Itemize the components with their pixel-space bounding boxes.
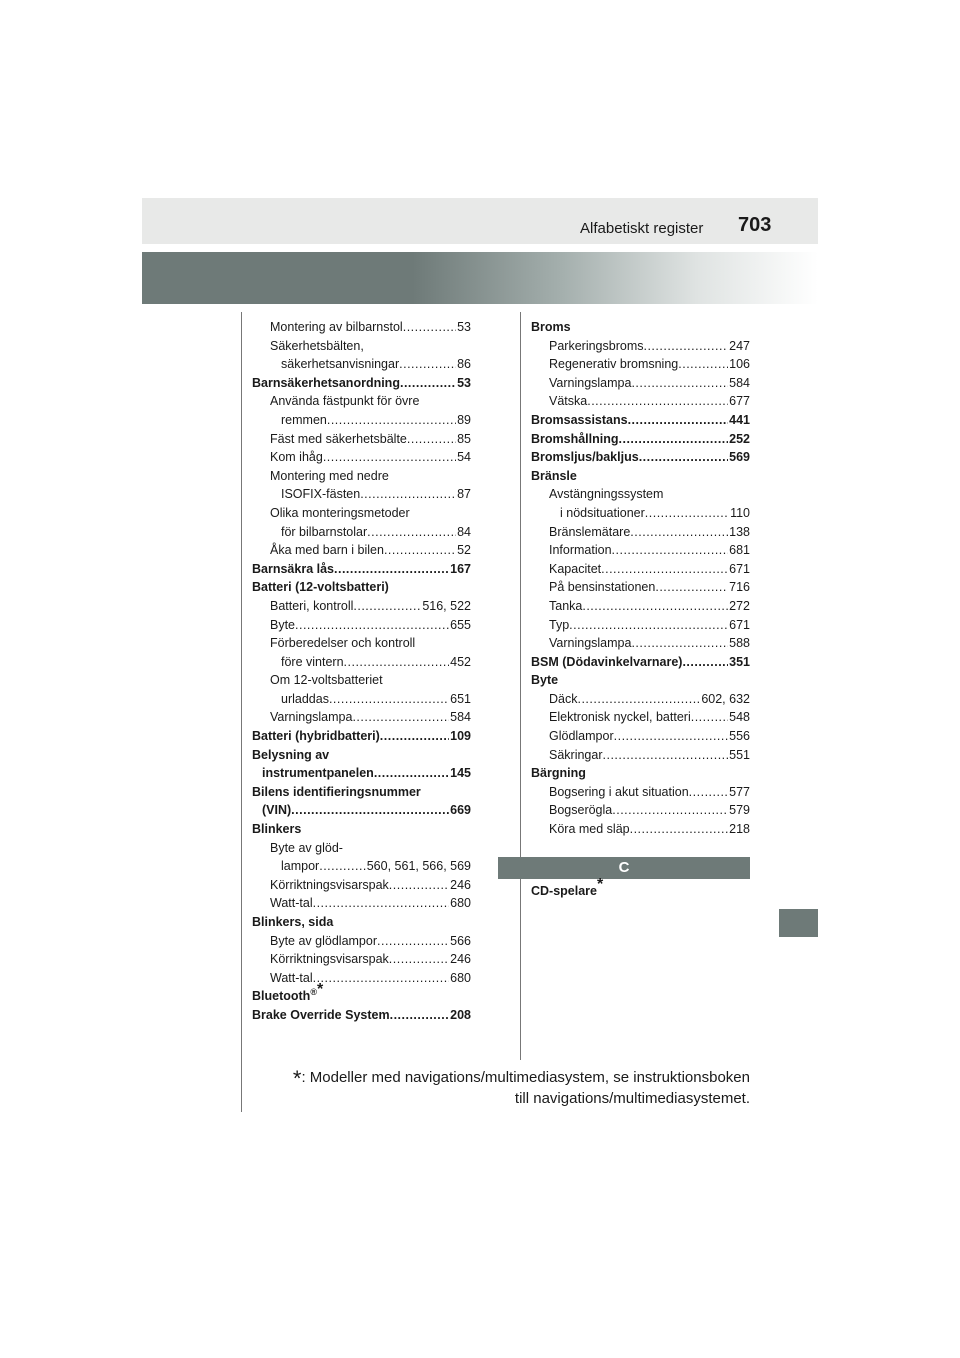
index-column-left [252, 318, 471, 1025]
index-entry-term: Regenerativ bromsning [549, 357, 679, 372]
index-entry-term: (VIN) [262, 803, 292, 818]
leader-dots [587, 392, 728, 411]
page-title: Alfabetiskt register [580, 220, 704, 237]
index-entry-page: 548 [729, 710, 750, 725]
index-entry-term: Batteri, kontroll [270, 598, 354, 613]
leader-dots [313, 969, 450, 988]
leader-dots [603, 746, 729, 765]
index-entry-term: för bilbarnstolar [281, 524, 368, 539]
index-entry-page: 716 [729, 580, 750, 595]
index-entry-term: Tanka [549, 598, 583, 613]
index-entry-term: Åka med barn i bilen [270, 543, 384, 558]
leader-dots [384, 541, 456, 560]
index-entry-page: 246 [450, 952, 471, 967]
index-entry-page: 441 [729, 412, 750, 427]
leader-dots [374, 764, 449, 783]
leader-dots [367, 523, 456, 542]
index-entry-page: 560, 561, 566, 569 [366, 859, 471, 874]
index-entry-term: säkerhetsanvisningar [281, 357, 400, 372]
index-entry [252, 653, 471, 672]
index-entry-term: Typ [549, 617, 570, 632]
index-entry [252, 560, 471, 579]
index-entry [252, 578, 471, 597]
leader-dots [360, 485, 456, 504]
index-entry [252, 597, 471, 616]
index-entry-term: Vätska [549, 394, 588, 409]
index-entry-term: Elektronisk nyckel, batteri [549, 710, 691, 725]
index-entry [252, 969, 471, 988]
index-entry [252, 616, 471, 635]
index-entry-term: Kom ihåg [270, 450, 323, 465]
index-entry-page: 680 [450, 970, 471, 985]
index-entry [252, 448, 471, 467]
index-entry-page: 110 [730, 505, 750, 520]
leader-dots [377, 932, 449, 951]
index-entry-term: Bilens identifieringsnummer [252, 784, 421, 799]
index-entry-page: 655 [450, 617, 471, 632]
left-column-rule [241, 312, 242, 1112]
index-section-c [531, 875, 750, 901]
footnote-asterisk: * [316, 981, 324, 999]
index-entry-page: 556 [729, 729, 750, 744]
index-entry [252, 430, 471, 449]
index-entry-page: 680 [450, 896, 471, 911]
index-entry-page: 167 [450, 561, 471, 576]
index-entry-term: Avstängningssystem [549, 487, 664, 502]
index-entry-page: 87 [457, 487, 471, 502]
index-entry-term: Byte [270, 617, 296, 632]
index-entry-term: Bärgning [531, 766, 586, 781]
index-entry [252, 467, 471, 486]
index-entry-page: 53 [457, 320, 471, 334]
index-entry-page: 584 [450, 710, 471, 725]
page-number: 703 [738, 214, 772, 236]
leader-dots [631, 374, 728, 393]
index-entry-term: Montering med nedre [270, 468, 389, 483]
index-entry-term: Kapacitet [549, 561, 602, 576]
leader-dots [344, 653, 450, 672]
leader-dots [614, 727, 729, 746]
leader-dots [682, 653, 728, 672]
index-entry-page: 208 [450, 1007, 471, 1022]
index-entry-term: Bromshållning [531, 431, 619, 446]
index-entry-page: 584 [729, 375, 750, 390]
index-entry-page: 52 [457, 543, 471, 558]
index-entry [531, 578, 750, 597]
footnote [280, 1064, 750, 1109]
index-entry-term: CD-spelare [531, 884, 597, 898]
index-entry-page: 89 [457, 412, 471, 427]
footnote-line-1: *: Modeller med navigations/multimediasystem, se instruktionsboken [292, 1066, 750, 1091]
index-entry [252, 411, 471, 430]
index-entry-term: Varningslampa [270, 710, 353, 725]
index-entry-term: Watt-tal [270, 970, 313, 985]
index-entry-term: Bromsljus/bakljus [531, 450, 639, 465]
header-band [142, 198, 818, 244]
leader-dots [630, 820, 729, 839]
index-entry [531, 560, 750, 579]
footnote-asterisk: * [597, 875, 604, 893]
index-entry-term: Bränslemätare [549, 524, 631, 539]
index-entry-page: 138 [729, 524, 750, 539]
leader-dots [291, 801, 449, 820]
index-entry-page: 54 [457, 450, 471, 465]
index-entry [252, 392, 471, 411]
index-entry [252, 634, 471, 653]
index-entry-term: Körriktningsvisarspak [270, 877, 389, 892]
index-entry-term: Bogserögla [549, 803, 613, 818]
leader-dots [645, 504, 729, 523]
index-entry-page: 681 [729, 543, 750, 558]
index-entry-term: Barnsäkerhetsanordning [252, 375, 400, 390]
index-entry-term: Säkerhetsbälten, [270, 338, 364, 353]
index-entry [252, 913, 471, 932]
leader-dots [353, 597, 421, 616]
leader-dots [691, 708, 728, 727]
index-entry [531, 820, 750, 839]
section-tab-marker [779, 909, 818, 937]
index-entry-term: instrumentpanelen [262, 766, 374, 781]
index-entry-page: 516, 522 [422, 598, 471, 613]
leader-dots [630, 523, 728, 542]
index-entry [531, 727, 750, 746]
index-entry [531, 430, 750, 449]
leader-dots [628, 411, 729, 430]
index-entry-page: 351 [729, 654, 750, 669]
leader-dots [389, 876, 449, 895]
index-entry [531, 764, 750, 783]
index-entry [252, 932, 471, 951]
index-entry [531, 467, 750, 486]
index-entry [531, 504, 750, 523]
index-entry [531, 448, 750, 467]
leader-dots [582, 597, 728, 616]
index-entry [252, 839, 471, 858]
index-entry [252, 727, 471, 746]
index-entry-term: Olika monteringsmetoder [270, 505, 410, 520]
index-entry-term: Däck [549, 691, 578, 706]
leader-dots [631, 634, 728, 653]
index-entry-page: 109 [450, 729, 471, 744]
index-entry-page: 272 [729, 598, 750, 613]
leader-dots [327, 411, 456, 430]
index-entry-page: 106 [729, 357, 750, 372]
leader-dots [407, 430, 456, 449]
index-entry [252, 820, 471, 839]
leader-dots [313, 894, 450, 913]
leader-dots [329, 690, 449, 709]
index-entry [531, 355, 750, 374]
leader-dots [619, 430, 729, 449]
index-entry-page: 247 [729, 338, 750, 353]
leader-dots [569, 616, 728, 635]
index-entry [252, 485, 471, 504]
index-entry [252, 746, 471, 765]
index-entry-term: Byte av glödlampor [270, 933, 378, 948]
index-entry [252, 374, 471, 393]
index-entry-page: 566 [450, 933, 471, 948]
index-entry-term: Bromsassistans [531, 412, 628, 427]
index-entry [252, 504, 471, 523]
index-entry-term: Bränsle [531, 468, 577, 483]
index-entry [531, 875, 750, 901]
index-column-right [531, 318, 750, 839]
index-entry-term: Säkringar [549, 747, 603, 762]
leader-dots [319, 857, 366, 876]
index-entry [531, 485, 750, 504]
leader-dots [655, 578, 728, 597]
registered-mark: ® [310, 987, 317, 998]
index-entry-page: 671 [729, 561, 750, 576]
index-entry [531, 746, 750, 765]
index-entry [531, 634, 750, 653]
index-entry-term: Batteri (hybridbatteri) [252, 729, 380, 744]
index-entry [531, 690, 750, 709]
leader-dots [380, 727, 449, 746]
index-entry-term: Förberedelser och kontroll [270, 636, 416, 651]
leader-dots [403, 318, 456, 337]
index-entry [531, 783, 750, 802]
index-entry-term: Köra med släp [549, 822, 630, 837]
index-entry-term: Om 12-voltsbatteriet [270, 673, 383, 688]
index-entry [252, 708, 471, 727]
index-entry [252, 894, 471, 913]
index-entry-term: Parkeringsbroms [549, 338, 644, 353]
index-entry-page: 246 [450, 877, 471, 892]
leader-dots [352, 708, 449, 727]
index-entry-page: 569 [729, 450, 750, 465]
index-entry-term: Information [549, 543, 612, 558]
index-entry [252, 801, 471, 820]
index-entry [531, 671, 750, 690]
footnote-asterisk: * [292, 1066, 302, 1091]
index-entry-term: Glödlampor [549, 729, 614, 744]
index-entry [531, 318, 750, 337]
index-entry-term: Byte av glöd- [270, 840, 343, 855]
index-entry [531, 374, 750, 393]
index-entry-page: 452 [450, 654, 471, 669]
index-entry-term: lampor [281, 859, 320, 874]
index-entry-page: 145 [450, 766, 471, 781]
index-entry-term: urladdas [281, 691, 329, 706]
leader-dots [390, 1006, 450, 1025]
index-entry [252, 671, 471, 690]
index-entry-term: Varningslampa [549, 375, 632, 390]
index-entry-term: Bogsering i akut situation [549, 784, 689, 799]
index-entry [531, 523, 750, 542]
index-entry-page: 669 [450, 803, 471, 818]
leader-dots [577, 690, 700, 709]
index-entry-term: Broms [531, 320, 571, 334]
index-entry-term: Montering av bilbarnstol [270, 320, 403, 334]
index-entry-page: 252 [729, 431, 750, 446]
index-entry-page: 218 [729, 822, 750, 837]
index-entry-page: 577 [729, 784, 750, 799]
index-entry [252, 1006, 471, 1025]
index-entry [531, 541, 750, 560]
index-entry-page: 651 [450, 691, 471, 706]
leader-dots [612, 541, 729, 560]
index-entry-page: 551 [729, 747, 750, 762]
index-entry [252, 337, 471, 356]
index-entry-page: 53 [457, 375, 471, 390]
index-entry-page: 85 [457, 431, 471, 446]
index-entry-page: 86 [457, 357, 471, 372]
index-entry [252, 764, 471, 783]
leader-dots [400, 374, 456, 393]
index-entry [252, 541, 471, 560]
leader-dots [601, 560, 728, 579]
index-entry [252, 981, 471, 1006]
index-entry [252, 355, 471, 374]
leader-dots [389, 950, 449, 969]
leader-dots [334, 560, 449, 579]
index-entry-page: 588 [729, 636, 750, 651]
index-entry [531, 411, 750, 430]
index-entry [531, 801, 750, 820]
index-entry-term: ISOFIX-fästen [281, 487, 361, 502]
index-entry-term: Blinkers [252, 822, 302, 837]
index-entry-term: i nödsituationer [560, 505, 645, 520]
index-entry-term: Belysning av [252, 747, 330, 762]
leader-dots [399, 355, 456, 374]
index-entry-page: 602, 632 [701, 691, 750, 706]
index-entry [531, 653, 750, 672]
index-entry [252, 523, 471, 542]
index-entry-term: Varningslampa [549, 636, 632, 651]
leader-dots [643, 337, 728, 356]
decorative-gradient-band [142, 252, 818, 304]
index-entry [531, 616, 750, 635]
index-entry-term: BSM (Dödavinkelvarnare) [531, 654, 683, 669]
index-entry [252, 950, 471, 969]
leader-dots [678, 355, 728, 374]
index-entry [252, 783, 471, 802]
index-entry [252, 318, 471, 337]
index-entry-term: Barnsäkra lås [252, 561, 335, 576]
index-entry [531, 597, 750, 616]
index-entry-term: Bluetooth [252, 989, 311, 1004]
index-entry [531, 708, 750, 727]
index-entry [531, 392, 750, 411]
index-entry-term: Körriktningsvisarspak [270, 952, 389, 967]
index-entry-term: Batteri (12-voltsbatteri) [252, 580, 389, 595]
index-entry-term: före vintern [281, 654, 344, 669]
index-entry [531, 337, 750, 356]
index-entry-page: 671 [729, 617, 750, 632]
index-entry-term: remmen [281, 412, 327, 427]
index-entry [252, 876, 471, 895]
index-entry-term: Använda fästpunkt för övre [270, 394, 420, 409]
leader-dots [639, 448, 728, 467]
leader-dots [295, 616, 449, 635]
index-entry-term: Brake Override System [252, 1007, 390, 1022]
index-entry-page: 677 [729, 394, 750, 409]
leader-dots [323, 448, 456, 467]
index-entry-page: 84 [457, 524, 471, 539]
index-entry-term: Blinkers, sida [252, 915, 334, 929]
leader-dots [689, 783, 728, 802]
section-letter-bar: C [498, 857, 750, 879]
index-entry-term: Watt-tal [270, 896, 313, 911]
center-column-rule [520, 312, 521, 1060]
index-entry [252, 690, 471, 709]
footnote-line-2: till navigations/multimediasystemet. [514, 1090, 750, 1107]
index-entry-term: Fäst med säkerhetsbälte [270, 431, 407, 446]
index-entry-page: 579 [729, 803, 750, 818]
index-entry-term: Byte [531, 673, 559, 688]
leader-dots [612, 801, 728, 820]
index-entry [252, 857, 471, 876]
index-entry-term: På bensinstationen [549, 580, 656, 595]
